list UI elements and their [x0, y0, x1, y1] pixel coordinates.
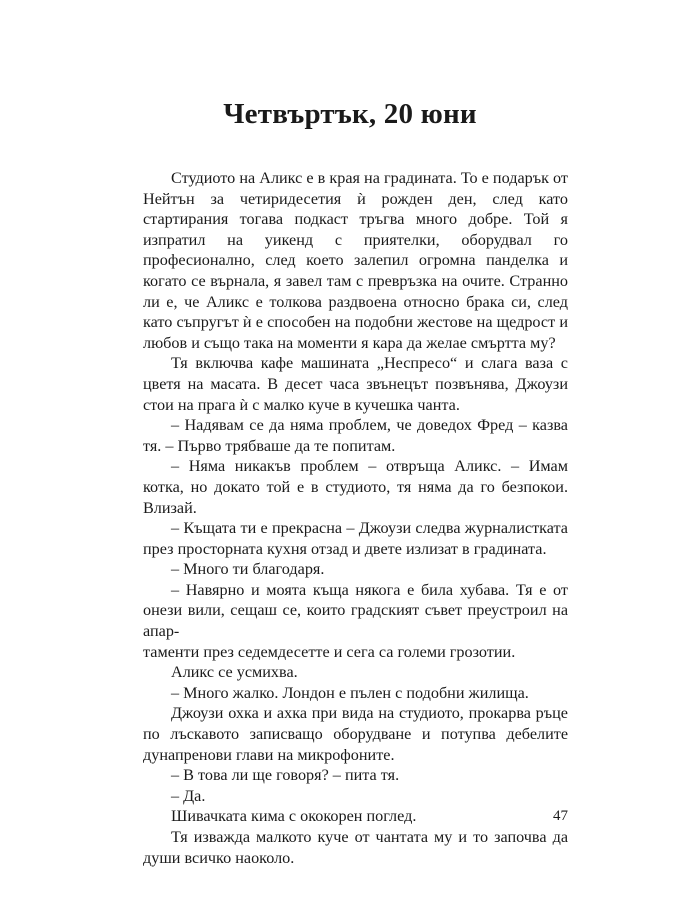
paragraph: Джоузи охка и ахка при вида на студиото, прокарва ръце по лъскавото записващо оборудване и потупва дебелите дунапренови глави на микрофоните.: [143, 704, 568, 764]
paragraph: – Надявам се да няма проблем, че доведох Фред – казва тя. – Първо трябваше да те попитам.: [143, 416, 568, 455]
paragraph: Аликс се усмихва.: [171, 663, 298, 682]
paragraph: Шивачката кима с ококорен поглед.: [171, 807, 417, 826]
paragraph: Студиото на Аликс е в края на градината. То е подарък от Нейтън за четиридесетия ѝ рожден ден, след като стартирания тогава подкаст тръгва много добре. Той я изпратил на уикенд с приятелки, оборудвал го професионално, след което залепил огромна панделка и когато се върнала, я завел там с превръзка на очите. Странно ли е, че Аликс е толкова раздвоена относно брака си, след като съпругът ѝ е способен на подобни жестове на щедрост и любов и също така на моменти я кара да желае смъртта му?: [143, 169, 568, 352]
paragraph: Тя изважда малкото куче от чантата му и то започва да души всичко наоколо.: [143, 828, 568, 867]
paragraph: – Няма никакъв проблем – отвръща Аликс. – Имам котка, но докато той е в студиото, тя няма да го безпокои. Влизай.: [143, 457, 568, 517]
paragraph: – Навярно и моята къща някога е била хубава. Тя е от онези вили, сещаш се, които градският съвет преустроил на апар- таменти през седемдесетте и сега са големи грозотии.: [143, 580, 568, 661]
paragraph: – Много жалко. Лондон е пълен с подобни жилища.: [171, 683, 529, 702]
paragraph: – Да.: [171, 786, 206, 805]
paragraph: – Къщата ти е прекрасна – Джоузи следва журналистката през просторната кухня отзад и двете излизат в градината.: [143, 519, 568, 558]
paragraph: – Много ти благодаря.: [171, 560, 325, 579]
chapter-title: Четвъртък, 20 юни: [223, 98, 477, 130]
body-text: [143, 168, 568, 868]
page-number: 47: [553, 808, 568, 824]
paragraph: Тя включва кафе машината „Неспресо“ и слага ваза с цветя на масата. В десет часа звънецът позвънява, Джоузи стои на прага ѝ с малко куче в кучешка чанта.: [143, 354, 568, 414]
paragraph: – В това ли ще говоря? – пита тя.: [171, 766, 400, 785]
